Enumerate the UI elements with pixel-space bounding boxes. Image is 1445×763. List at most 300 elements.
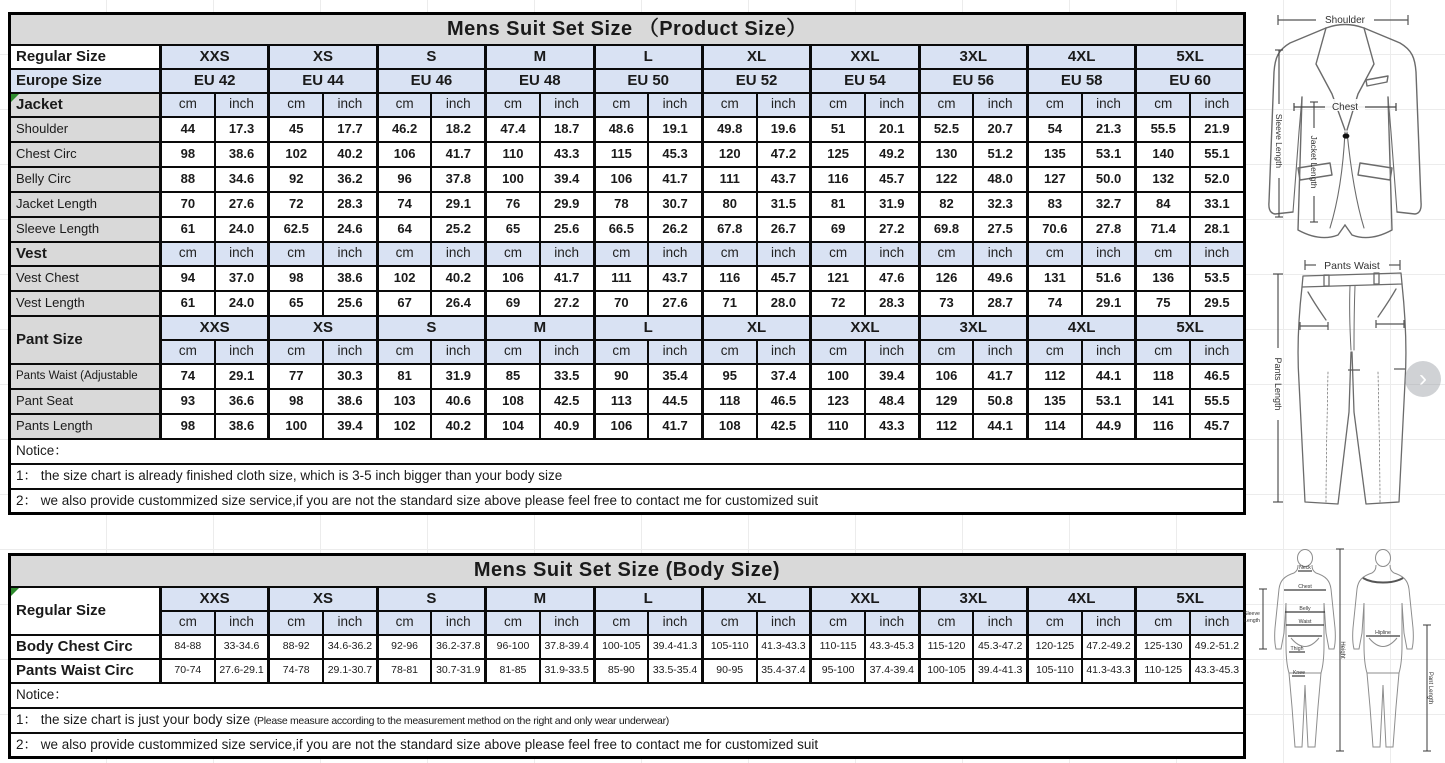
unit-cm-header: cm: [1136, 611, 1190, 635]
row-label: Sleeve Length: [10, 217, 161, 242]
unit-inch-header: inch: [1190, 340, 1244, 364]
value-cell: 47.4: [486, 117, 540, 142]
value-cell: 135: [1028, 142, 1082, 167]
value-cell: 116: [1136, 414, 1190, 439]
eu-size-header: EU 48: [486, 69, 594, 93]
measurement-row: [10, 142, 1245, 167]
value-cell: 52.0: [1190, 167, 1244, 192]
value-cell: 125: [811, 142, 865, 167]
value-cell: 24.0: [215, 291, 269, 316]
value-cell: 140: [1136, 142, 1190, 167]
value-cell: 46.5: [1190, 364, 1244, 389]
value-cell: 104: [486, 414, 540, 439]
row-label: Vest Chest: [10, 266, 161, 291]
value-cell: 49.6: [973, 266, 1027, 291]
jacket-outline: [1269, 25, 1421, 238]
unit-inch-header: inch: [323, 340, 377, 364]
value-cell: 121: [811, 266, 865, 291]
notice-line-2: 2： we also provide custommized size service,if you are not the standard size above please feel free to contact me for customized suit: [10, 733, 1245, 758]
value-cell: 35.4: [648, 364, 702, 389]
unit-cm-header: cm: [486, 93, 540, 117]
value-cell: 41.7: [431, 142, 485, 167]
value-cell: 39.4-41.3: [973, 659, 1027, 683]
size-header: XXL: [811, 45, 919, 69]
row-label: Body Chest Circ: [10, 635, 161, 659]
notice-line-1-detail: (Please measure according to the measurement method on the right and only wear underwear): [253, 714, 669, 727]
value-cell: 98: [269, 266, 323, 291]
value-cell: 44.1: [973, 414, 1027, 439]
value-cell: 45.7: [865, 167, 919, 192]
value-cell: 43.3: [865, 414, 919, 439]
value-cell: 41.7: [648, 414, 702, 439]
unit-cm-header: cm: [811, 93, 865, 117]
value-cell: 27.6: [648, 291, 702, 316]
size-header: 4XL: [1028, 587, 1136, 611]
value-cell: 48.6: [594, 117, 648, 142]
value-cell: 71: [702, 291, 756, 316]
product-table-title: Mens Suit Set Size （Product Size）: [10, 14, 1245, 45]
size-header: XL: [702, 316, 810, 340]
unit-inch-header: inch: [757, 340, 811, 364]
size-header: M: [486, 45, 594, 69]
unit-inch-header: inch: [431, 611, 485, 635]
value-cell: 80: [702, 192, 756, 217]
value-cell: 39.4: [865, 364, 919, 389]
section-label: Pant Size: [10, 316, 161, 364]
size-header: XXL: [811, 587, 919, 611]
value-cell: 25.2: [431, 217, 485, 242]
value-cell: 30.3: [323, 364, 377, 389]
value-cell: 32.3: [973, 192, 1027, 217]
eu-size-header: EU 52: [702, 69, 810, 93]
value-cell: 102: [377, 414, 431, 439]
size-header: L: [594, 587, 702, 611]
value-cell: 32.7: [1082, 192, 1136, 217]
eu-size-header: EU 58: [1028, 69, 1136, 93]
value-cell: 51.6: [1082, 266, 1136, 291]
unit-cm-header: cm: [269, 611, 323, 635]
value-cell: 47.2: [757, 142, 811, 167]
carousel-next-button[interactable]: [1405, 361, 1441, 397]
unit-cm-header: cm: [161, 611, 215, 635]
notice-line-2: 2： we also provide custommized size service,if you are not the standard size above please feel free to contact me for customized suit: [10, 489, 1245, 514]
value-cell: 29.1: [431, 192, 485, 217]
value-cell: 30.7-31.9: [431, 659, 485, 683]
value-cell: 48.4: [865, 389, 919, 414]
value-cell: 106: [594, 167, 648, 192]
notice-line-1: 1： the size chart is already finished cloth size, which is 3-5 inch bigger than your body size: [10, 464, 1245, 489]
value-cell: 45.3-47.2: [973, 635, 1027, 659]
value-cell: 55.5: [1136, 117, 1190, 142]
value-cell: 116: [811, 167, 865, 192]
size-header: 5XL: [1136, 316, 1244, 340]
size-header: XS: [269, 316, 377, 340]
size-header: XS: [269, 587, 377, 611]
body-sleeve-measure-line: [1259, 589, 1267, 649]
jacket-measurement-diagram: [1248, 2, 1443, 252]
notice-row: [10, 489, 1245, 514]
value-cell: 106: [919, 364, 973, 389]
value-cell: 83: [1028, 192, 1082, 217]
value-cell: 27.6: [215, 192, 269, 217]
unit-inch-header: inch: [757, 611, 811, 635]
unit-inch-header: inch: [865, 93, 919, 117]
value-cell: 43.3-45.3: [1190, 659, 1244, 683]
eu-size-header: EU 60: [1136, 69, 1244, 93]
value-cell: 37.0: [215, 266, 269, 291]
measurement-row: [10, 266, 1245, 291]
value-cell: 31.5: [757, 192, 811, 217]
value-cell: 110-115: [811, 635, 865, 659]
value-cell: 45: [269, 117, 323, 142]
unit-cm-header: cm: [594, 242, 648, 266]
value-cell: 28.0: [757, 291, 811, 316]
unit-cm-header: cm: [377, 340, 431, 364]
unit-cm-header: cm: [377, 611, 431, 635]
value-cell: 100: [486, 167, 540, 192]
value-cell: 29.9: [540, 192, 594, 217]
value-cell: 84-88: [161, 635, 215, 659]
value-cell: 44.1: [1082, 364, 1136, 389]
unit-inch-header: inch: [865, 242, 919, 266]
hipline-label: Hipline: [1375, 630, 1391, 636]
eu-size-header: EU 42: [161, 69, 269, 93]
value-cell: 93: [161, 389, 215, 414]
value-cell: 123: [811, 389, 865, 414]
value-cell: 30.7: [648, 192, 702, 217]
size-header: XXS: [161, 316, 269, 340]
value-cell: 69: [811, 217, 865, 242]
value-cell: 28.7: [973, 291, 1027, 316]
row-label: Shoulder: [10, 117, 161, 142]
unit-cm-header: cm: [919, 611, 973, 635]
regular-size-row: [10, 587, 1245, 611]
value-cell: 24.6: [323, 217, 377, 242]
value-cell: 42.5: [757, 414, 811, 439]
value-cell: 74-78: [269, 659, 323, 683]
value-cell: 28.3: [323, 192, 377, 217]
unit-cm-header: cm: [161, 93, 215, 117]
value-cell: 29.1: [215, 364, 269, 389]
value-cell: 21.9: [1190, 117, 1244, 142]
value-cell: 28.1: [1190, 217, 1244, 242]
notice-row: [10, 733, 1245, 758]
value-cell: 81: [811, 192, 865, 217]
back-shoulder-line: [1363, 578, 1403, 583]
value-cell: 118: [702, 389, 756, 414]
value-cell: 95: [702, 364, 756, 389]
value-cell: 96-100: [486, 635, 540, 659]
value-cell: 39.4: [323, 414, 377, 439]
regular-size-label: Regular Size: [10, 45, 161, 69]
measurement-row: [10, 117, 1245, 142]
value-cell: 84: [1136, 192, 1190, 217]
value-cell: 71.4: [1136, 217, 1190, 242]
value-cell: 50.0: [1082, 167, 1136, 192]
value-cell: 102: [377, 266, 431, 291]
value-cell: 69: [486, 291, 540, 316]
shoulder-label: Shoulder: [1324, 15, 1366, 26]
value-cell: 29.1: [1082, 291, 1136, 316]
value-cell: 42.5: [540, 389, 594, 414]
regular-size-label: Regular Size: [10, 587, 161, 635]
unit-cm-header: cm: [269, 340, 323, 364]
unit-inch-header: inch: [431, 93, 485, 117]
value-cell: 43.3-45.3: [865, 635, 919, 659]
value-cell: 41.3-43.3: [1082, 659, 1136, 683]
value-cell: 88: [161, 167, 215, 192]
unit-inch-header: inch: [540, 340, 594, 364]
value-cell: 94: [161, 266, 215, 291]
value-cell: 27.2: [540, 291, 594, 316]
unit-cm-header: cm: [1136, 93, 1190, 117]
unit-cm-header: cm: [702, 93, 756, 117]
measurement-row: [10, 635, 1245, 659]
notice-title-row: [10, 439, 1245, 464]
size-header: XXS: [161, 45, 269, 69]
value-cell: 72: [811, 291, 865, 316]
value-cell: 49.8: [702, 117, 756, 142]
row-label: Pants Length: [10, 414, 161, 439]
value-cell: 112: [919, 414, 973, 439]
value-cell: 78-81: [377, 659, 431, 683]
unit-inch-header: inch: [1190, 242, 1244, 266]
value-cell: 70.6: [1028, 217, 1082, 242]
value-cell: 103: [377, 389, 431, 414]
value-cell: 92: [269, 167, 323, 192]
unit-inch-header: inch: [323, 93, 377, 117]
value-cell: 110: [811, 414, 865, 439]
value-cell: 36.6: [215, 389, 269, 414]
unit-inch-header: inch: [540, 611, 594, 635]
unit-inch-header: inch: [973, 93, 1027, 117]
value-cell: 100-105: [594, 635, 648, 659]
value-cell: 34.6: [215, 167, 269, 192]
title-row: [10, 555, 1245, 587]
value-cell: 81-85: [486, 659, 540, 683]
value-cell: 40.2: [431, 414, 485, 439]
value-cell: 132: [1136, 167, 1190, 192]
value-cell: 46.5: [757, 389, 811, 414]
unit-cm-header: cm: [486, 242, 540, 266]
unit-inch-header: inch: [648, 611, 702, 635]
measurement-row: [10, 217, 1245, 242]
value-cell: 20.1: [865, 117, 919, 142]
eu-size-header: EU 50: [594, 69, 702, 93]
value-cell: 130: [919, 142, 973, 167]
value-cell: 48.0: [973, 167, 1027, 192]
unit-inch-header: inch: [215, 340, 269, 364]
unit-inch-header: inch: [215, 611, 269, 635]
notice-row: [10, 708, 1245, 733]
unit-inch-header: inch: [540, 93, 594, 117]
pants-outline: [1298, 273, 1406, 504]
unit-cm-header: cm: [594, 340, 648, 364]
size-header: XS: [269, 45, 377, 69]
unit-cm-header: cm: [377, 93, 431, 117]
eu-size-header: EU 46: [377, 69, 485, 93]
value-cell: 70: [161, 192, 215, 217]
value-cell: 36.2: [323, 167, 377, 192]
value-cell: 26.2: [648, 217, 702, 242]
value-cell: 49.2: [865, 142, 919, 167]
section-header-row: [10, 93, 1245, 117]
measurement-row: [10, 192, 1245, 217]
value-cell: 120: [702, 142, 756, 167]
value-cell: 39.4: [540, 167, 594, 192]
unit-cm-header: cm: [377, 242, 431, 266]
unit-inch-header: inch: [648, 242, 702, 266]
unit-cm-header: cm: [811, 611, 865, 635]
value-cell: 127: [1028, 167, 1082, 192]
size-header: M: [486, 587, 594, 611]
section-header-row: [10, 242, 1245, 266]
unit-inch-header: inch: [431, 242, 485, 266]
section-label: Vest: [10, 242, 161, 266]
value-cell: 74: [161, 364, 215, 389]
unit-cm-header: cm: [1028, 611, 1082, 635]
value-cell: 43.7: [648, 266, 702, 291]
value-cell: 53.1: [1082, 389, 1136, 414]
body-table-title: Mens Suit Set Size (Body Size): [10, 555, 1245, 587]
value-cell: 25.6: [323, 291, 377, 316]
body-sleeve-label-1: Sleeve: [1244, 611, 1260, 617]
row-label: Belly Circ: [10, 167, 161, 192]
value-cell: 64: [377, 217, 431, 242]
value-cell: 37.8: [431, 167, 485, 192]
value-cell: 116: [702, 266, 756, 291]
value-cell: 17.7: [323, 117, 377, 142]
pant-length-label: Pant Length: [1427, 671, 1433, 705]
measurement-row: [10, 659, 1245, 683]
unit-cm-header: cm: [594, 611, 648, 635]
size-header: 4XL: [1028, 316, 1136, 340]
value-cell: 41.7: [540, 266, 594, 291]
section-header-row: [10, 316, 1245, 340]
value-cell: 20.7: [973, 117, 1027, 142]
value-cell: 129: [919, 389, 973, 414]
notice-title-row: [10, 683, 1245, 708]
value-cell: 44.9: [1082, 414, 1136, 439]
body-chest-label: Chest: [1298, 584, 1312, 590]
value-cell: 18.7: [540, 117, 594, 142]
belly-label: Belly: [1299, 606, 1311, 612]
value-cell: 74: [1028, 291, 1082, 316]
unit-inch-header: inch: [1082, 340, 1136, 364]
measurement-row: [10, 364, 1245, 389]
size-header: 5XL: [1136, 45, 1244, 69]
value-cell: 100: [269, 414, 323, 439]
value-cell: 31.9: [865, 192, 919, 217]
unit-cm-header: cm: [269, 242, 323, 266]
value-cell: 110-125: [1136, 659, 1190, 683]
value-cell: 50.8: [973, 389, 1027, 414]
body-waist-label: Waist: [1298, 619, 1312, 625]
unit-cm-header: cm: [811, 340, 865, 364]
value-cell: 114: [1028, 414, 1082, 439]
unit-inch-header: inch: [431, 340, 485, 364]
value-cell: 33.5: [540, 364, 594, 389]
unit-cm-header: cm: [1136, 242, 1190, 266]
value-cell: 125-130: [1136, 635, 1190, 659]
value-cell: 38.6: [323, 389, 377, 414]
value-cell: 141: [1136, 389, 1190, 414]
value-cell: 100: [811, 364, 865, 389]
value-cell: 122: [919, 167, 973, 192]
unit-cm-header: cm: [919, 340, 973, 364]
value-cell: 27.6-29.1: [215, 659, 269, 683]
regular-size-row: [10, 45, 1245, 69]
unit-inch-header: inch: [215, 242, 269, 266]
thigh-label: Thigh: [1290, 646, 1304, 652]
size-header: XXL: [811, 316, 919, 340]
measurement-row: [10, 291, 1245, 316]
notice-title: Notice：: [10, 439, 1245, 464]
value-cell: 108: [486, 389, 540, 414]
unit-inch-header: inch: [648, 93, 702, 117]
value-cell: 112: [1028, 364, 1082, 389]
value-cell: 51: [811, 117, 865, 142]
value-cell: 106: [594, 414, 648, 439]
value-cell: 76: [486, 192, 540, 217]
value-cell: 33-34.6: [215, 635, 269, 659]
chest-label: Chest: [1331, 102, 1359, 113]
unit-inch-header: inch: [1082, 611, 1136, 635]
value-cell: 29.5: [1190, 291, 1244, 316]
chevron-right-icon: ›: [1419, 365, 1427, 392]
value-cell: 47.6: [865, 266, 919, 291]
row-label: Chest Circ: [10, 142, 161, 167]
unit-cm-header: cm: [1028, 340, 1082, 364]
unit-cm-header: cm: [486, 611, 540, 635]
value-cell: 65: [486, 217, 540, 242]
value-cell: 40.6: [431, 389, 485, 414]
value-cell: 106: [486, 266, 540, 291]
pants-length-label: Pants Length: [1273, 357, 1283, 411]
value-cell: 136: [1136, 266, 1190, 291]
unit-inch-header: inch: [540, 242, 594, 266]
value-cell: 67.8: [702, 217, 756, 242]
unit-inch-header: inch: [648, 340, 702, 364]
unit-inch-header: inch: [215, 93, 269, 117]
unit-cm-header: cm: [919, 93, 973, 117]
value-cell: 111: [594, 266, 648, 291]
value-cell: 61: [161, 217, 215, 242]
value-cell: 37.4-39.4: [865, 659, 919, 683]
section-label: Jacket: [10, 93, 161, 117]
value-cell: 92-96: [377, 635, 431, 659]
row-label: Pants Waist (Adjustable: [10, 364, 161, 389]
value-cell: 90: [594, 364, 648, 389]
value-cell: 38.6: [323, 266, 377, 291]
value-cell: 27.2: [865, 217, 919, 242]
value-cell: 24.0: [215, 217, 269, 242]
unit-inch-header: inch: [973, 242, 1027, 266]
value-cell: 40.2: [323, 142, 377, 167]
front-body-figure: [1275, 550, 1336, 748]
value-cell: 82: [919, 192, 973, 217]
value-cell: 43.7: [757, 167, 811, 192]
body-size-table: [8, 553, 1246, 759]
unit-cm-header: cm: [486, 340, 540, 364]
value-cell: 65: [269, 291, 323, 316]
value-cell: 18.2: [431, 117, 485, 142]
value-cell: 45.7: [1190, 414, 1244, 439]
unit-inch-header: inch: [973, 340, 1027, 364]
value-cell: 40.9: [540, 414, 594, 439]
value-cell: 19.1: [648, 117, 702, 142]
value-cell: 47.2-49.2: [1082, 635, 1136, 659]
